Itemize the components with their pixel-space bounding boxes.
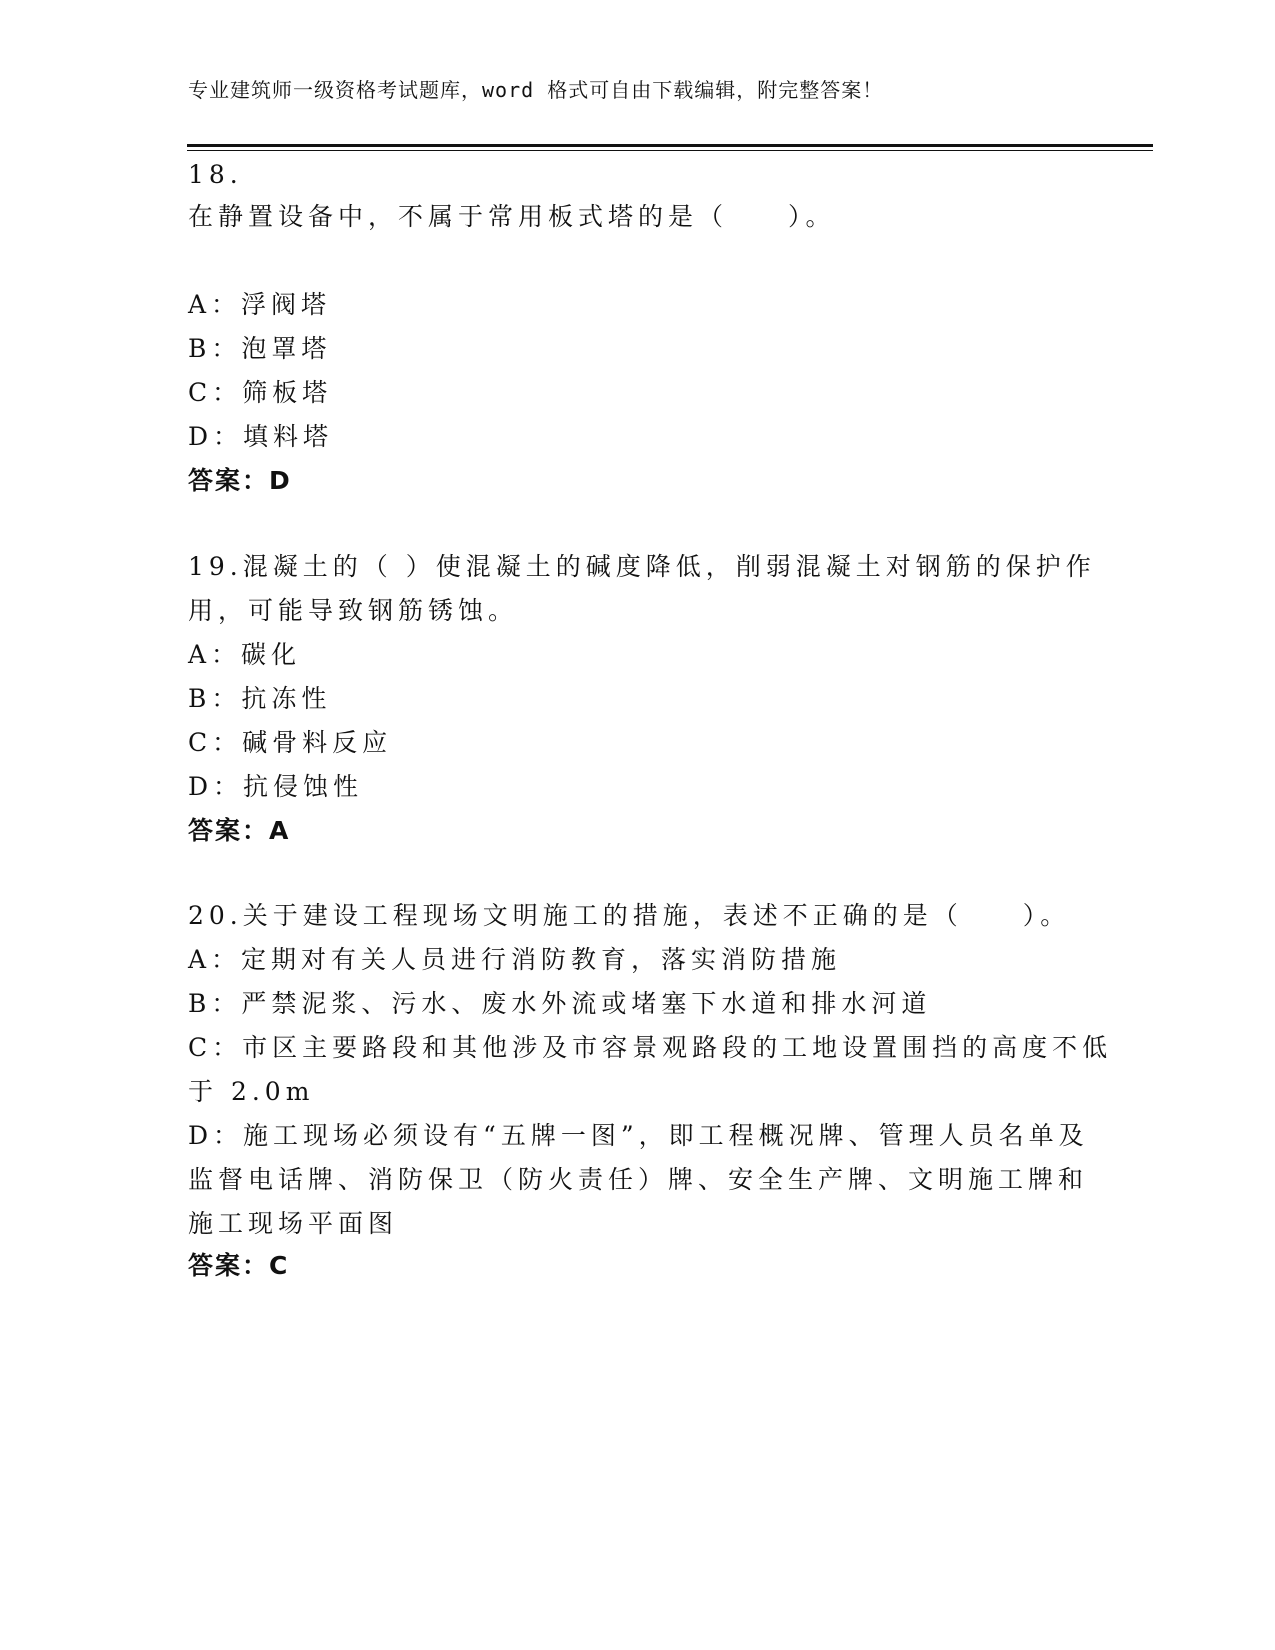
question-19-stem-line-1: 19.混凝土的（ ）使混凝土的碱度降低，削弱混凝土对钢筋的保护作 [188,552,1096,581]
question-19-option-a: A：碳化 [188,640,302,669]
question-18-number: 18. [188,160,243,189]
question-18-option-c: C：筛板塔 [188,378,333,407]
question-20-option-b: B：严禁泥浆、污水、废水外流或堵塞下水道和排水河道 [188,989,932,1018]
question-20-option-d-line-2: 监督电话牌、消防保卫（防火责任）牌、安全生产牌、文明施工牌和 [188,1165,1089,1194]
header-rule-thin [187,150,1153,151]
question-18-answer: 答案：D [188,466,292,495]
question-19-answer: 答案：A [188,816,291,845]
question-19-stem-line-2: 用，可能导致钢筋锈蚀。 [188,596,519,625]
question-18-option-b: B：泡罩塔 [188,334,332,363]
question-20-option-a: A：定期对有关人员进行消防教育，落实消防措施 [188,945,842,974]
question-20-stem: 20.关于建设工程现场文明施工的措施，表述不正确的是（ ）。 [188,901,1071,930]
question-20-answer: 答案：C [188,1251,290,1280]
question-19-option-b: B：抗冻性 [188,684,332,713]
question-20-option-d-line-3: 施工现场平面图 [188,1209,399,1238]
question-18-stem: 在静置设备中，不属于常用板式塔的是（ ）。 [188,202,836,231]
question-19-option-d: D：抗侵蚀性 [188,772,364,801]
question-20-option-d-line-1: D：施工现场必须设有“五牌一图”，即工程概况牌、管理人员名单及 [188,1121,1089,1150]
question-20-option-c-line-2: 于 2.0m [188,1077,315,1106]
question-18-option-d: D：填料塔 [188,422,334,451]
question-19-option-c: C：碱骨料反应 [188,728,393,757]
header-rule-thick [187,144,1153,147]
page-header: 专业建筑师一级资格考试题库，word 格式可自由下载编辑，附完整答案！ [188,78,884,102]
question-20-option-c-line-1: C：市区主要路段和其他涉及市容景观路段的工地设置围挡的高度不低 [188,1033,1113,1062]
question-18-option-a: A：浮阀塔 [188,290,332,319]
